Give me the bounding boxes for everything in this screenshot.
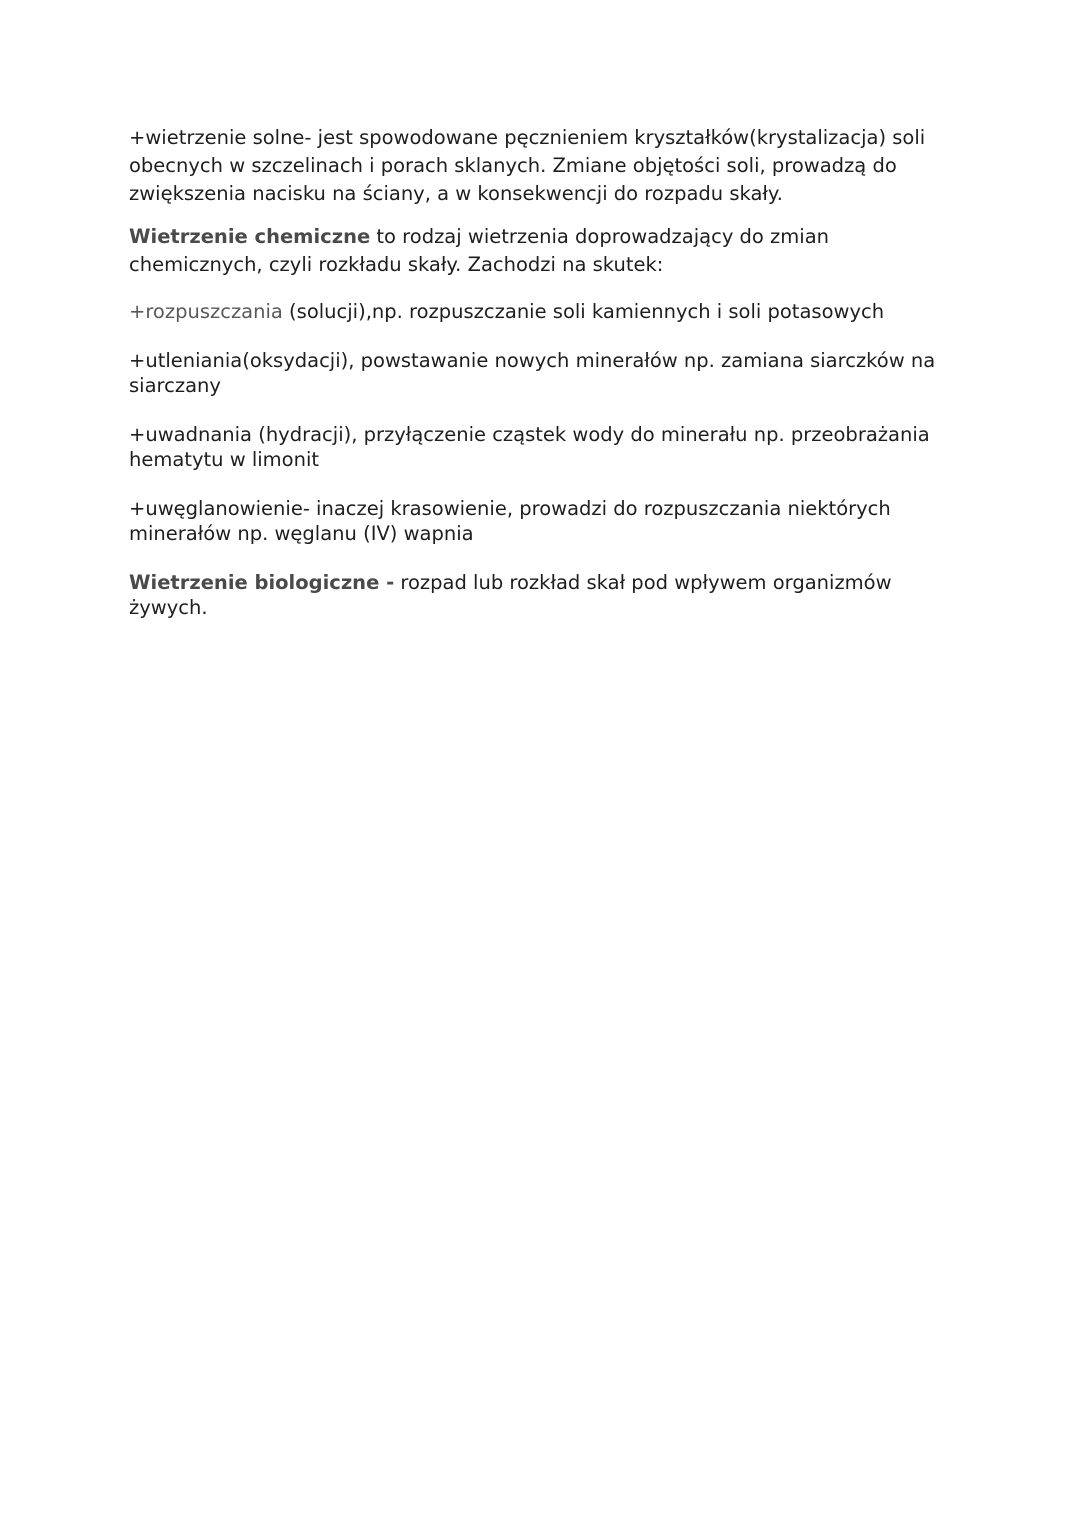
paragraph-hydration [129,422,959,472]
paragraph-text: +utleniania(oksydacji), powstawanie nowych minerałów np. zamiana siarczków na siarczany [129,349,936,397]
paragraph-oxidation [129,348,959,398]
paragraph-text: +uwadnania (hydracji), przyłączenie cząstek wody do minerału np. przeobrażania hematytu w limonit [129,423,930,471]
paragraph-salt-weathering [129,124,959,208]
paragraph-dissolution [129,299,959,324]
paragraph-text: +uwęglanowienie- inaczej krasowienie, prowadzi do rozpuszczania niektórych minerałów np. węglanu (IV) wapnia [129,497,891,545]
term-dissolution: +rozpuszczania [129,300,283,323]
term-biological-weathering: Wietrzenie biologiczne - [129,571,395,594]
paragraph-chemical-weathering [129,223,959,279]
term-chemical-weathering: Wietrzenie chemiczne [129,225,371,248]
document-body [129,124,959,620]
paragraph-text: (solucji),np. rozpuszczanie soli kamiennych i soli potasowych [282,300,885,323]
paragraph-carbonation [129,496,959,546]
paragraph-text: +wietrzenie solne- jest spowodowane pęcznieniem kryształków(krystalizacja) soli obecnych w szczelinach i porach sklanych. Zmiane objętości soli, prowadzą do zwiększenia nacisku na ściany, a w konsekwencji do rozpadu skały. [129,126,926,205]
paragraph-text: rozpad lub rozkład skał pod wpływem organizmów żywych. [129,571,892,619]
paragraph-text: to rodzaj wietrzenia doprowadzający do zmian chemicznych, czyli rozkładu skały. Zachodzi na skutek: [129,225,830,276]
paragraph-biological-weathering [129,570,959,620]
